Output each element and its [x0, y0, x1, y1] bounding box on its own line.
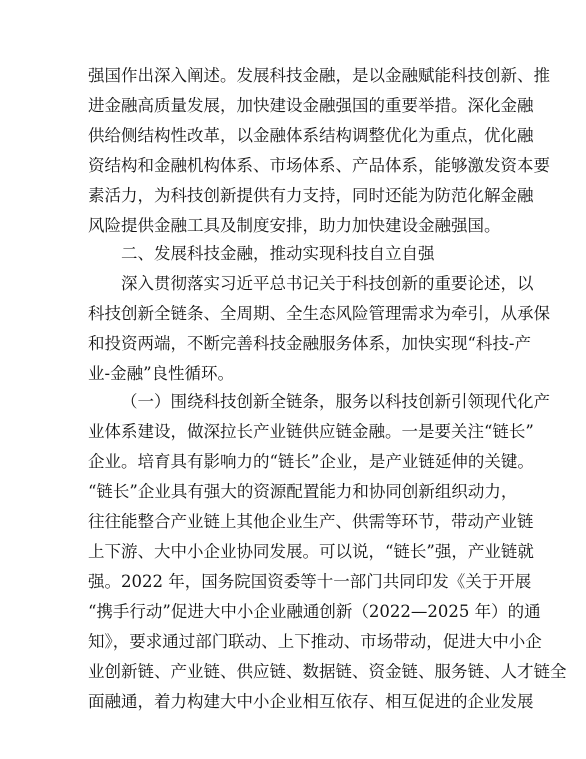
paragraph-line: 知》，要求通过部门联动、上下推动、市场带动，促进大中小企: [88, 632, 542, 651]
paragraph-3: [88, 387, 567, 717]
paragraph-line: 资结构和金融机构体系、市场体系、产品体系，能够激发资本要: [88, 156, 550, 175]
section-heading: [88, 239, 502, 269]
paragraph-line: 业创新链、产业链、供应链、数据链、资金链、服务链、人才链全: [88, 662, 567, 681]
paragraph-line: 和投资两端，不断完善科技金融服务体系，加快实现“科技-产: [88, 334, 532, 353]
paragraph-line: “携手行动”促进大中小企业融通创新（2022—2025 年）的通: [88, 602, 541, 621]
paragraph-line: 上下游、大中小企业协同发展。可以说，“链长”强，产业链就: [88, 542, 534, 561]
paragraph-line: 进金融高质量发展，加快建设金融强国的重要举措。深化金融: [88, 96, 534, 115]
paragraph-line: 强。2022 年，国务院国资委等十一部门共同印发《关于开展: [88, 572, 532, 591]
paragraph-line: 面融通，着力构建大中小企业相互依存、相互促进的企业发展: [88, 692, 534, 711]
paragraph-line: 供给侧结构性改革，以金融体系结构调整优化为重点，优化融: [88, 126, 534, 145]
paragraph-line: 往往能整合产业链上其他企业生产、供需等环节，带动产业链: [88, 512, 534, 531]
paragraph-line: “链长”企业具有强大的资源配置能力和协同创新组织动力，: [88, 482, 518, 501]
paragraph-line: 素活力，为科技创新提供有力支持，同时还能为防范化解金融: [88, 186, 534, 205]
paragraph-2: [88, 269, 550, 389]
paragraph-line: （一）围绕科技创新全链条，服务以科技创新引领现代化产: [121, 392, 550, 411]
paragraph-line: 科技创新全链条、全周期、全生态风险管理需求为牵引，从承保: [88, 304, 550, 323]
paragraph-line: 深入贯彻落实习近平总书记关于科技创新的重要论述，以: [121, 274, 534, 293]
paragraph-1: [88, 61, 550, 241]
paragraph-line: 风险提供金融工具及制度安排，助力加快建设金融强国。: [88, 216, 501, 235]
paragraph-line: 强国作出深入阐述。发展科技金融，是以金融赋能科技创新、推: [88, 66, 550, 85]
paragraph-line: 业体系建设，做深拉长产业链供应链金融。一是要关注“链长”: [88, 422, 534, 441]
section-heading-text: 二、发展科技金融，推动实现科技自立自强: [121, 244, 435, 263]
paragraph-line: 企业。培育具有影响力的“链长”企业，是产业链延伸的关键。: [88, 452, 534, 471]
paragraph-line: 业-金融”良性循环。: [88, 364, 235, 383]
